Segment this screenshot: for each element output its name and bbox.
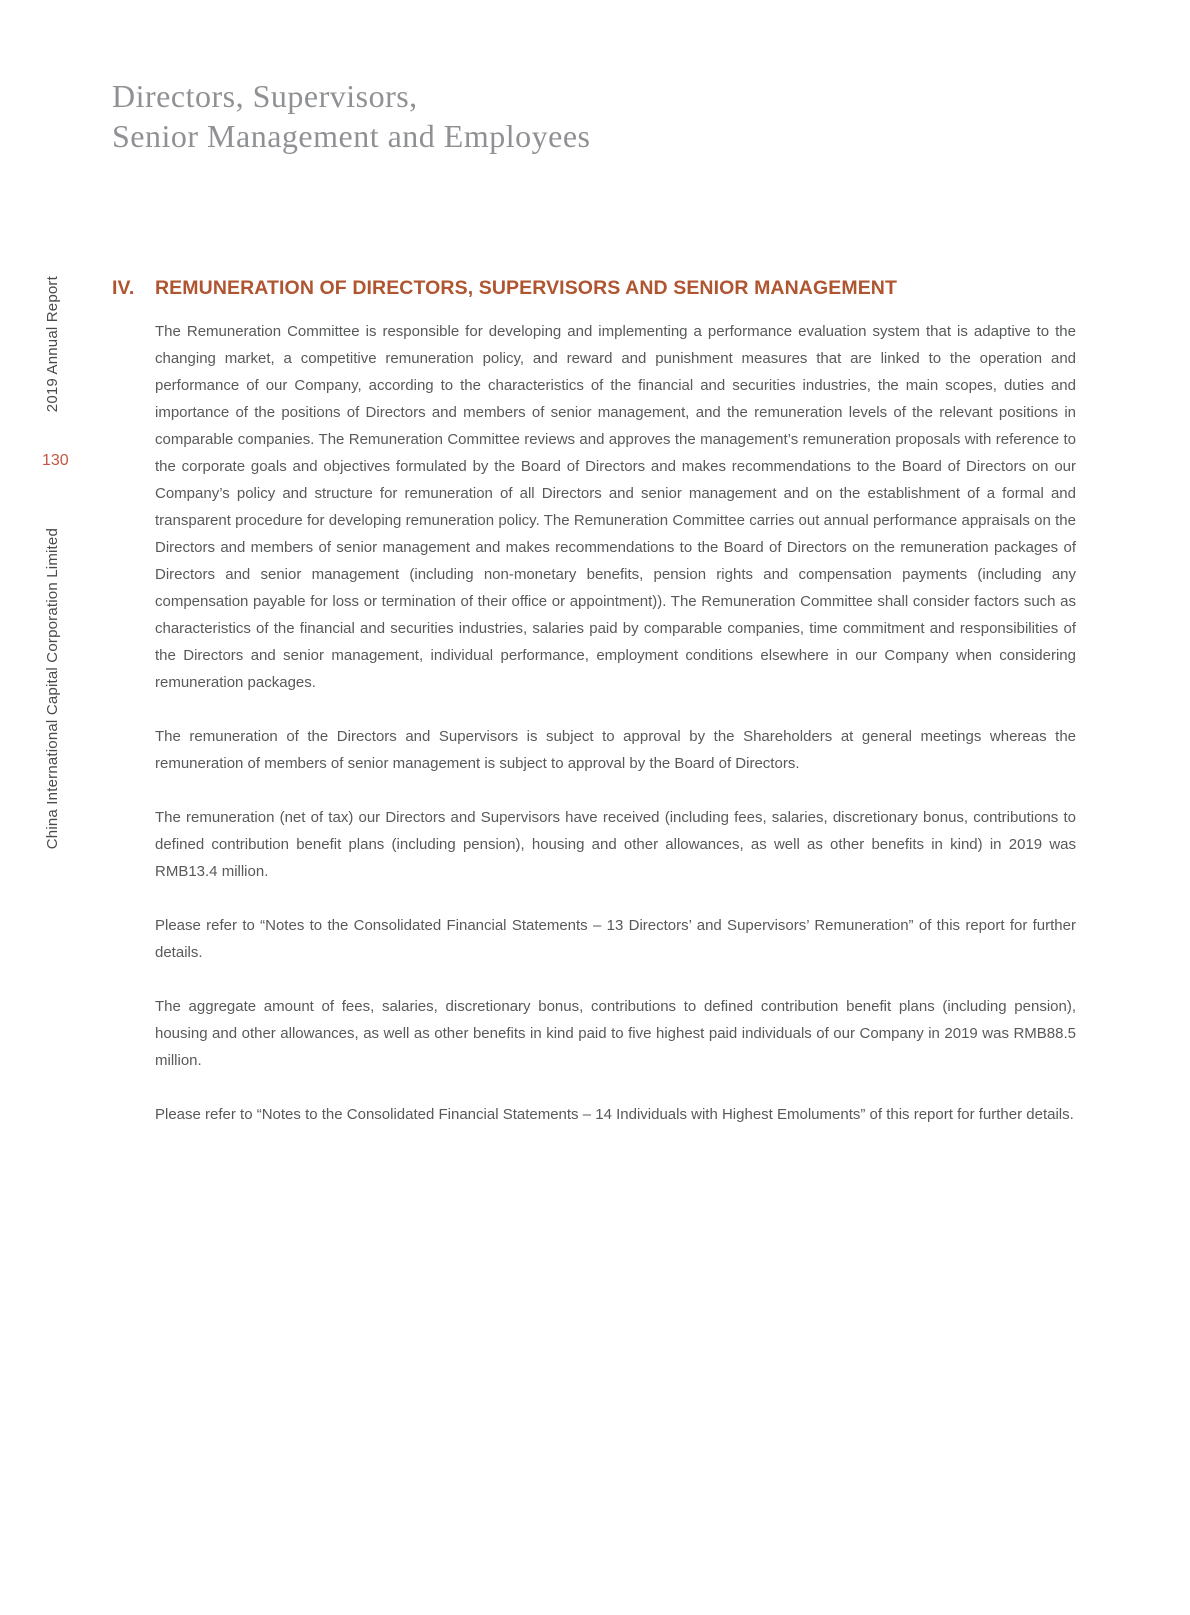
- section-body: [155, 318, 1076, 1128]
- remuneration-section: [112, 276, 1076, 1128]
- section-heading: [112, 276, 1076, 300]
- paragraph: Please refer to “Notes to the Consolidated Financial Statements – 14 Individuals with Highest Emoluments” of this report for further details.: [155, 1106, 1074, 1123]
- page-title-line-1: Directors, Supervisors,: [112, 78, 418, 114]
- page-title: [112, 76, 590, 156]
- paragraph: The remuneration of the Directors and Supervisors is subject to approval by the Shareholders at general meetings whereas the remuneration of members of senior management is subject to approval by the Board of Directors.: [155, 728, 1076, 772]
- annual-report-label: 2019 Annual Report: [44, 276, 61, 413]
- section-heading-text: REMUNERATION OF DIRECTORS, SUPERVISORS AND SENIOR MANAGEMENT: [155, 277, 898, 299]
- page-number: 130: [42, 452, 69, 469]
- section-number: IV.: [112, 277, 135, 299]
- paragraph: The Remuneration Committee is responsible for developing and implementing a performance evaluation system that is adaptive to the changing market, a competitive remuneration policy, and reward and punishment measures that are linked to the operation and performance of our Company, according to the characteristics of the financial and securities industries, the main scopes, duties and importance of the positions of Directors and members of senior management, and the remuneration levels of the relevant positions in comparable companies. The Remuneration Committee reviews and approves the management’s remuneration proposals with reference to the corporate goals and objectives formulated by the Board of Directors and makes recommendations to the Board of Directors on our Company’s policy and structure for remuneration of all Directors and senior management and on the establishment of a formal and transparent procedure for developing remuneration policy. The Remuneration Committee carries out annual performance appraisals on the Directors and members of senior management and makes recommendations to the Board of Directors on the remuneration packages of Directors and senior management (including non-monetary benefits, pension rights and compensation payments (including any compensation payable for loss or termination of their office or appointment)). The Remuneration Committee shall consider factors such as characteristics of the financial and securities industries, salaries paid by comparable companies, time commitment and responsibilities of the Directors and senior management, individual performance, employment conditions elsewhere in our Company when considering remuneration packages.: [155, 323, 1076, 691]
- paragraph: The aggregate amount of fees, salaries, discretionary bonus, contributions to defined contribution benefit plans (including pension), housing and other allowances, as well as other benefits in kind paid to five highest paid individuals of our Company in 2019 was RMB88.5 million.: [155, 998, 1076, 1069]
- company-name-label: China International Capital Corporation Limited: [44, 528, 61, 850]
- paragraph: Please refer to “Notes to the Consolidated Financial Statements – 13 Directors’ and Supervisors’ Remuneration” of this report for further details.: [155, 917, 1076, 961]
- page-title-line-2: Senior Management and Employees: [112, 118, 591, 154]
- paragraph: The remuneration (net of tax) our Directors and Supervisors have received (including fees, salaries, discretionary bonus, contributions to defined contribution benefit plans (including pension), housing and other allowances, as well as other benefits in kind) in 2019 was RMB13.4 million.: [155, 809, 1076, 880]
